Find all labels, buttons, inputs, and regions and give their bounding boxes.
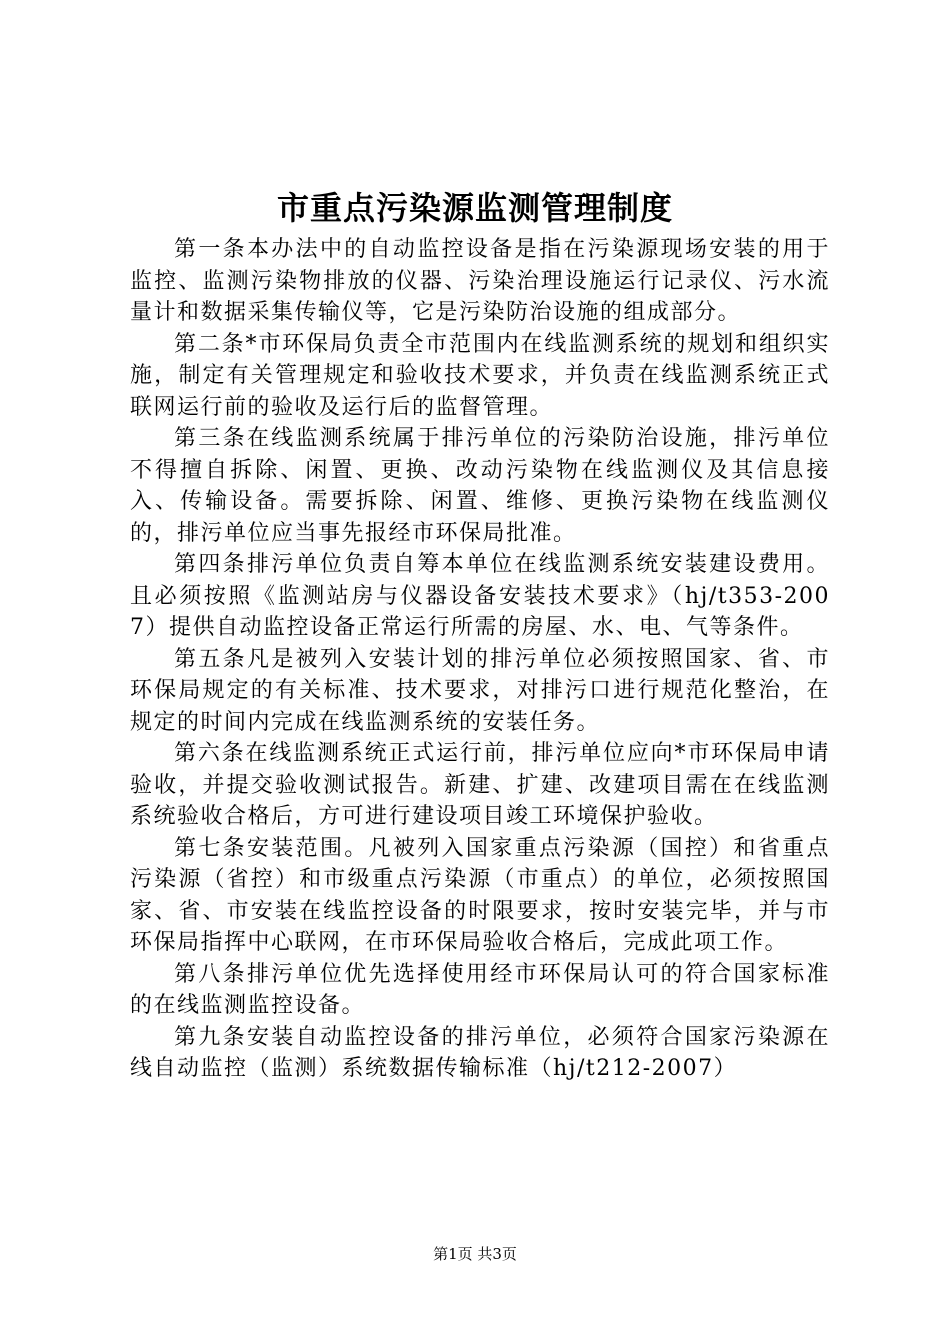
article-5-paragraph: 第五条凡是被列入安装计划的排污单位必须按照国家、省、市环保局规定的有关标准、技术要求，对排污口进行规范化整治，在规定的时间内完成在线监测系统的安装任务。 — [130, 646, 830, 735]
document-title: 市重点污染源监测管理制度 — [276, 189, 673, 227]
article-6-paragraph: 第六条在线监测系统正式运行前，排污单位应向*市环保局申请验收，并提交验收测试报告。新建、扩建、改建项目需在在线监测系统验收合格后，方可进行建设项目竣工环境保护验收。 — [130, 741, 830, 829]
article-3-paragraph: 第三条在线监测系统属于排污单位的污染防治设施，排污单位不得擅自拆除、闲置、更换、改动污染物在线监测仪及其信息接入、传输设备。需要拆除、闲置、维修、更换污染物在线监测仪的，排污单位应当事先报经市环保局批准。 — [130, 426, 830, 546]
article-1-paragraph: 第一条本办法中的自动监控设备是指在污染源现场安装的用于监控、监测污染物排放的仪器、污染治理设施运行记录仪、污水流量计和数据采集传输仪等，它是污染防治设施的组成部分。 — [130, 237, 830, 325]
page-number-footer: 第1页 共3页 — [433, 1245, 517, 1263]
article-8-paragraph: 第八条排污单位优先选择使用经市环保局认可的符合国家标准的在线监测监控设备。 — [130, 961, 830, 1018]
document-body — [130, 234, 830, 1085]
article-4-paragraph: 第四条排污单位负责自筹本单位在线监测系统安装建设费用。且必须按照《监测站房与仪器设备安装技术要求》（hj/t353-2007）提供自动监控设备正常运行所需的房屋、水、电、气等条件。 — [130, 552, 830, 640]
article-2-paragraph: 第二条*市环保局负责全市范围内在线监测系统的规划和组织实施，制定有关管理规定和验收技术要求，并负责在线监测系统正式联网运行前的验收及运行后的监督管理。 — [130, 331, 830, 420]
article-9-paragraph: 第九条安装自动监控设备的排污单位，必须符合国家污染源在线自动监控（监测）系统数据传输标准（hj/t212-2007） — [130, 1024, 830, 1081]
article-7-paragraph: 第七条安装范围。凡被列入国家重点污染源（国控）和省重点污染源（省控）和市级重点污染源（市重点）的单位，必须按照国家、省、市安装在线监控设备的时限要求，按时安装完毕，并与市环保局指挥中心联网，在市环保局验收合格后，完成此项工作。 — [130, 835, 830, 955]
